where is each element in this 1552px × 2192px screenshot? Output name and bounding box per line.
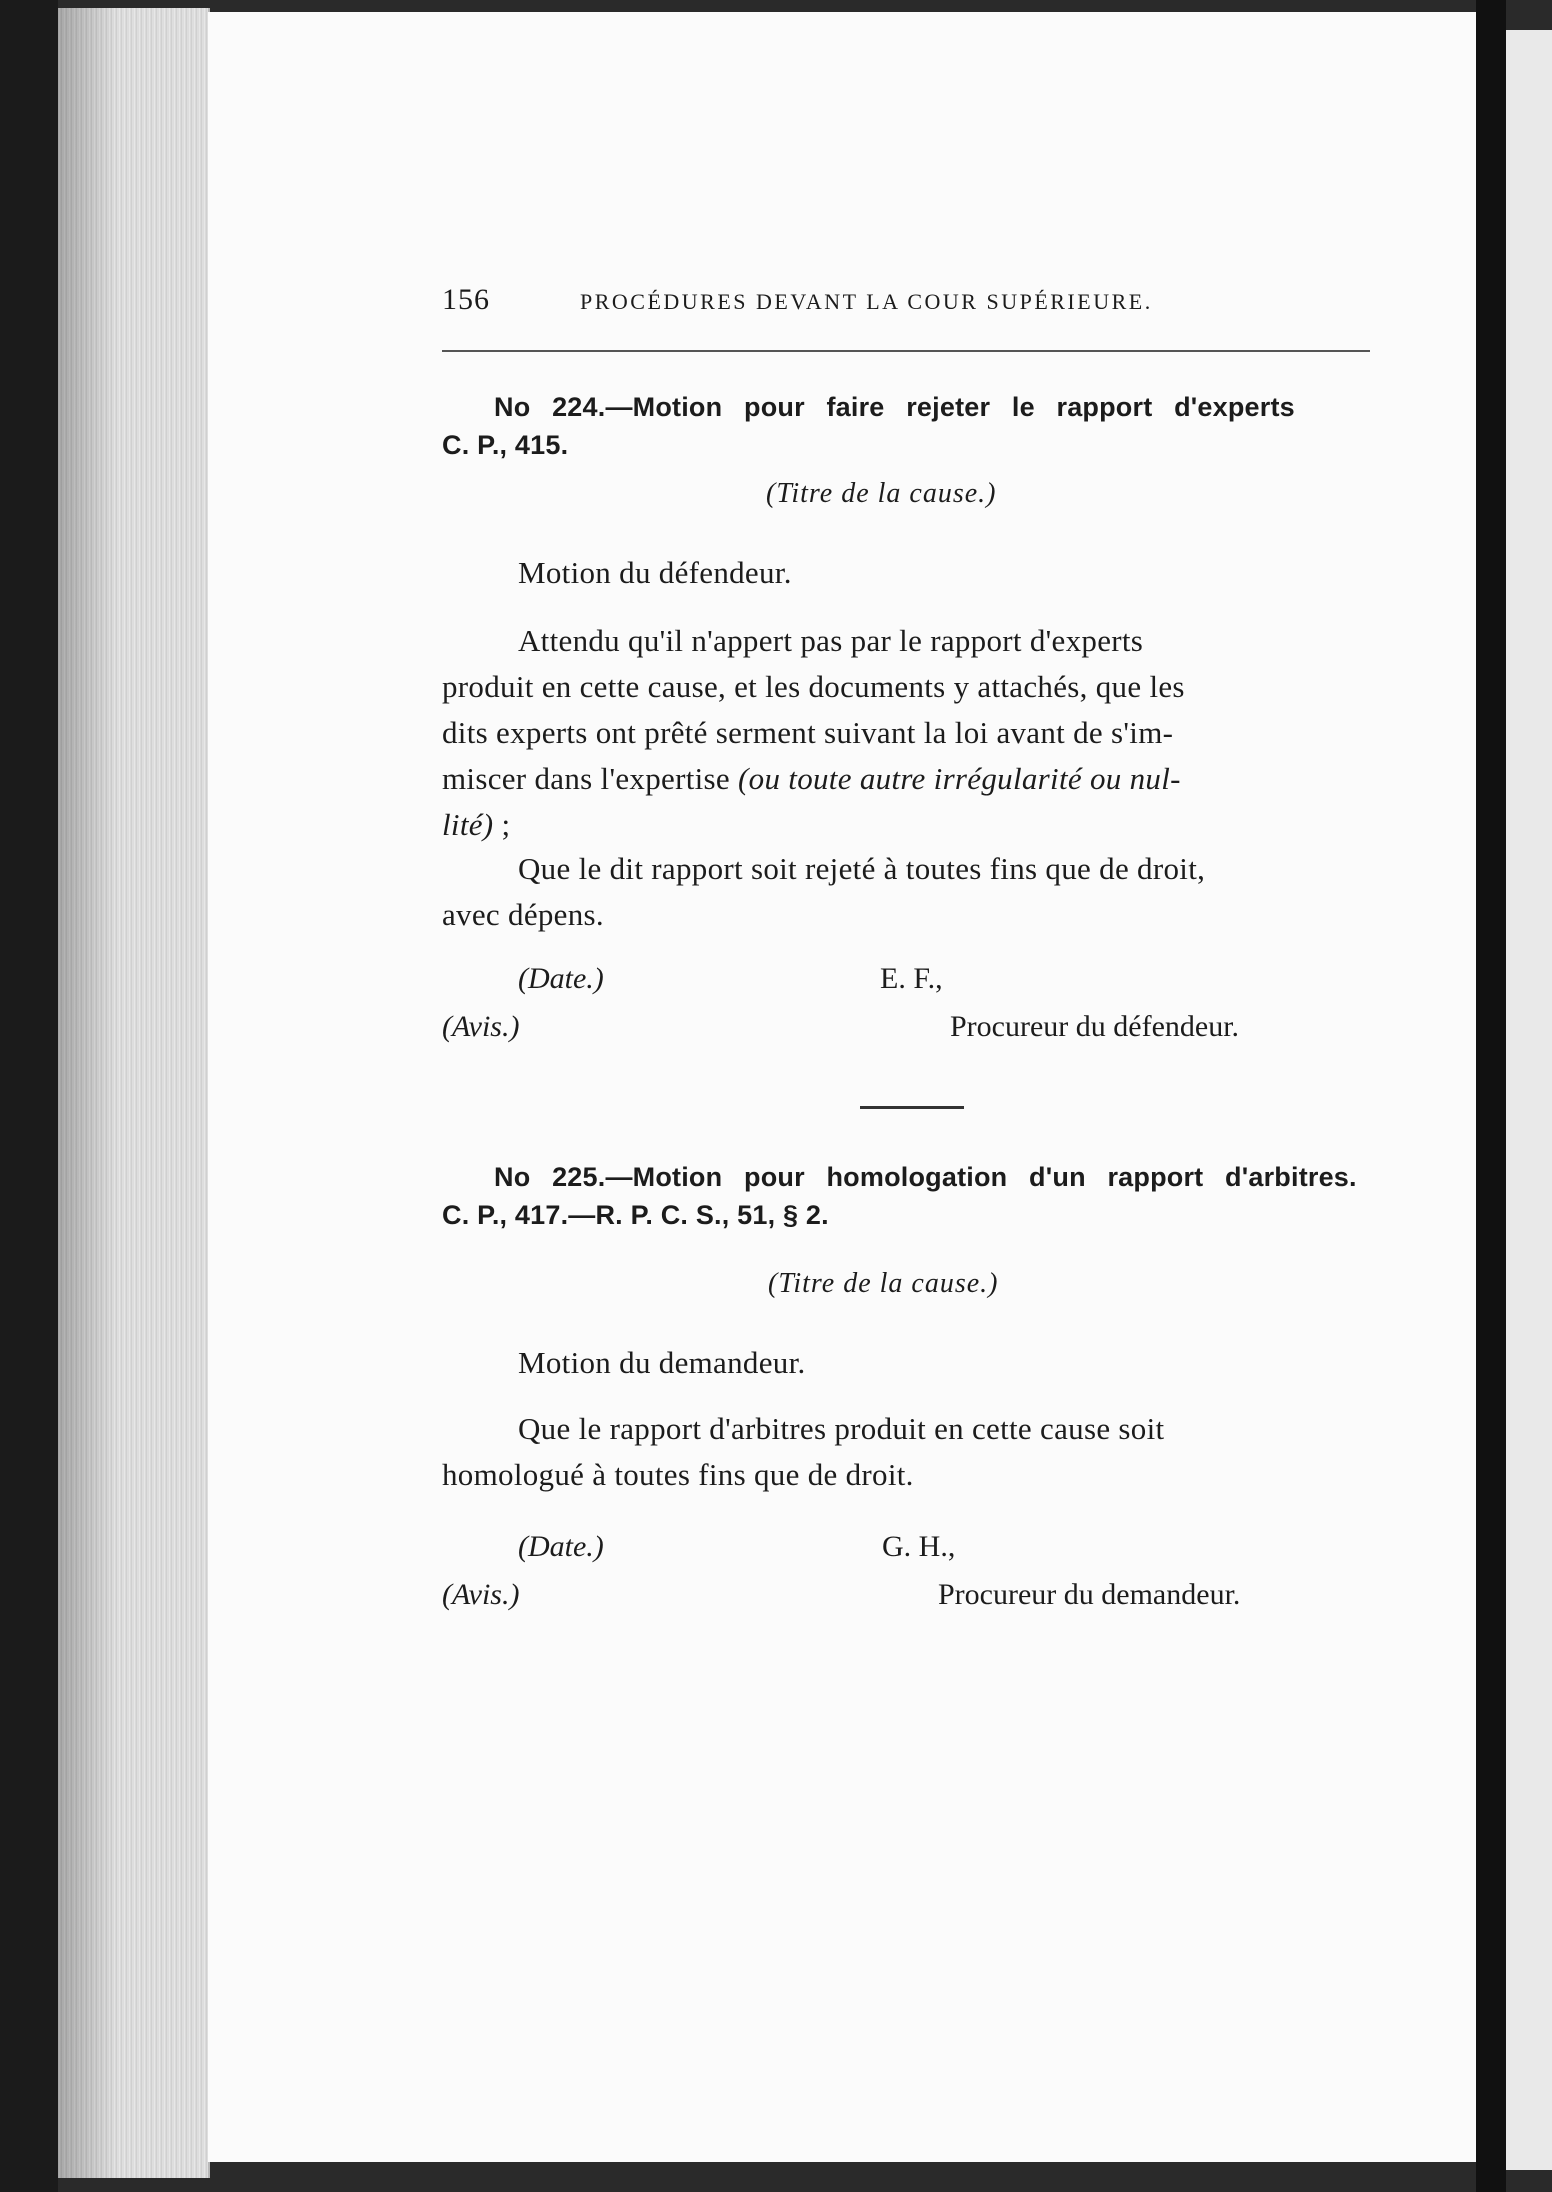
entry-225-avis: (Avis.) bbox=[442, 1578, 520, 1611]
body-line: Attendu qu'il n'appert pas par le rapport d'experts bbox=[518, 623, 1144, 658]
entry-224-intro bbox=[442, 550, 1377, 596]
body-line-text: miscer dans l'expertise bbox=[442, 761, 730, 796]
section-separator bbox=[860, 1106, 964, 1109]
body-line: homologué à toutes fins que de droit. bbox=[442, 1457, 914, 1492]
running-head bbox=[442, 283, 1372, 323]
body-line: dits experts ont prêté serment suivant la loi avant de s'im- bbox=[442, 715, 1174, 750]
entry-225-title-line1: No 225.—Motion pour homologation d'un rapport d'arbitres. bbox=[494, 1162, 1357, 1192]
body-line: avec dépens. bbox=[442, 897, 604, 932]
entry-225-intro-text: Motion du demandeur. bbox=[518, 1345, 806, 1380]
entry-224-title bbox=[442, 388, 1382, 464]
body-italic-text-2: lité) bbox=[442, 807, 494, 842]
facing-page-edge bbox=[1506, 30, 1552, 2170]
entry-225-signature: G. H., bbox=[882, 1530, 956, 1563]
page-edges-shade bbox=[58, 8, 118, 2178]
entry-224-signature: E. F., bbox=[880, 962, 943, 995]
page-number: 156 bbox=[442, 283, 490, 316]
entry-224-avis: (Avis.) bbox=[442, 1010, 520, 1043]
running-title: PROCÉDURES DEVANT LA COUR SUPÉRIEURE. bbox=[580, 289, 1153, 314]
body-line bbox=[442, 756, 1377, 802]
book-gutter bbox=[1476, 0, 1506, 2192]
entry-225-body bbox=[442, 1406, 1377, 1498]
entry-224-body-1 bbox=[442, 618, 1377, 848]
entry-225-title bbox=[442, 1158, 1382, 1234]
entry-224-intro-text: Motion du défendeur. bbox=[518, 555, 792, 590]
entry-225-title-line2: C. P., 417.—R. P. C. S., 51, § 2. bbox=[442, 1200, 829, 1230]
entry-225-signature-role: Procureur du demandeur. bbox=[938, 1578, 1241, 1611]
entry-225-caption: (Titre de la cause.) bbox=[768, 1268, 999, 1299]
entry-224-signature-role: Procureur du défendeur. bbox=[950, 1010, 1240, 1043]
entry-224-title-line2: C. P., 415. bbox=[442, 430, 569, 460]
entry-224-title-line1: No 224.—Motion pour faire rejeter le rapport d'experts bbox=[494, 392, 1295, 422]
entry-225-intro bbox=[442, 1340, 1377, 1386]
body-line: Que le dit rapport soit rejeté à toutes fins que de droit, bbox=[518, 851, 1206, 886]
entry-224-body-2 bbox=[442, 846, 1377, 938]
entry-224-caption: (Titre de la cause.) bbox=[766, 478, 997, 509]
body-line: Que le rapport d'arbitres produit en cette cause soit bbox=[518, 1411, 1165, 1446]
body-italic-text: (ou toute autre irrégularité ou nul- bbox=[738, 761, 1181, 796]
book-spine-shadow bbox=[0, 0, 58, 2192]
body-line-end: ; bbox=[493, 807, 511, 842]
entry-224-date: (Date.) bbox=[518, 962, 604, 995]
body-line bbox=[442, 802, 1377, 848]
entry-225-date: (Date.) bbox=[518, 1530, 604, 1563]
body-line: produit en cette cause, et les documents y attachés, que les bbox=[442, 669, 1185, 704]
header-rule bbox=[442, 350, 1370, 352]
book-page bbox=[208, 12, 1476, 2162]
